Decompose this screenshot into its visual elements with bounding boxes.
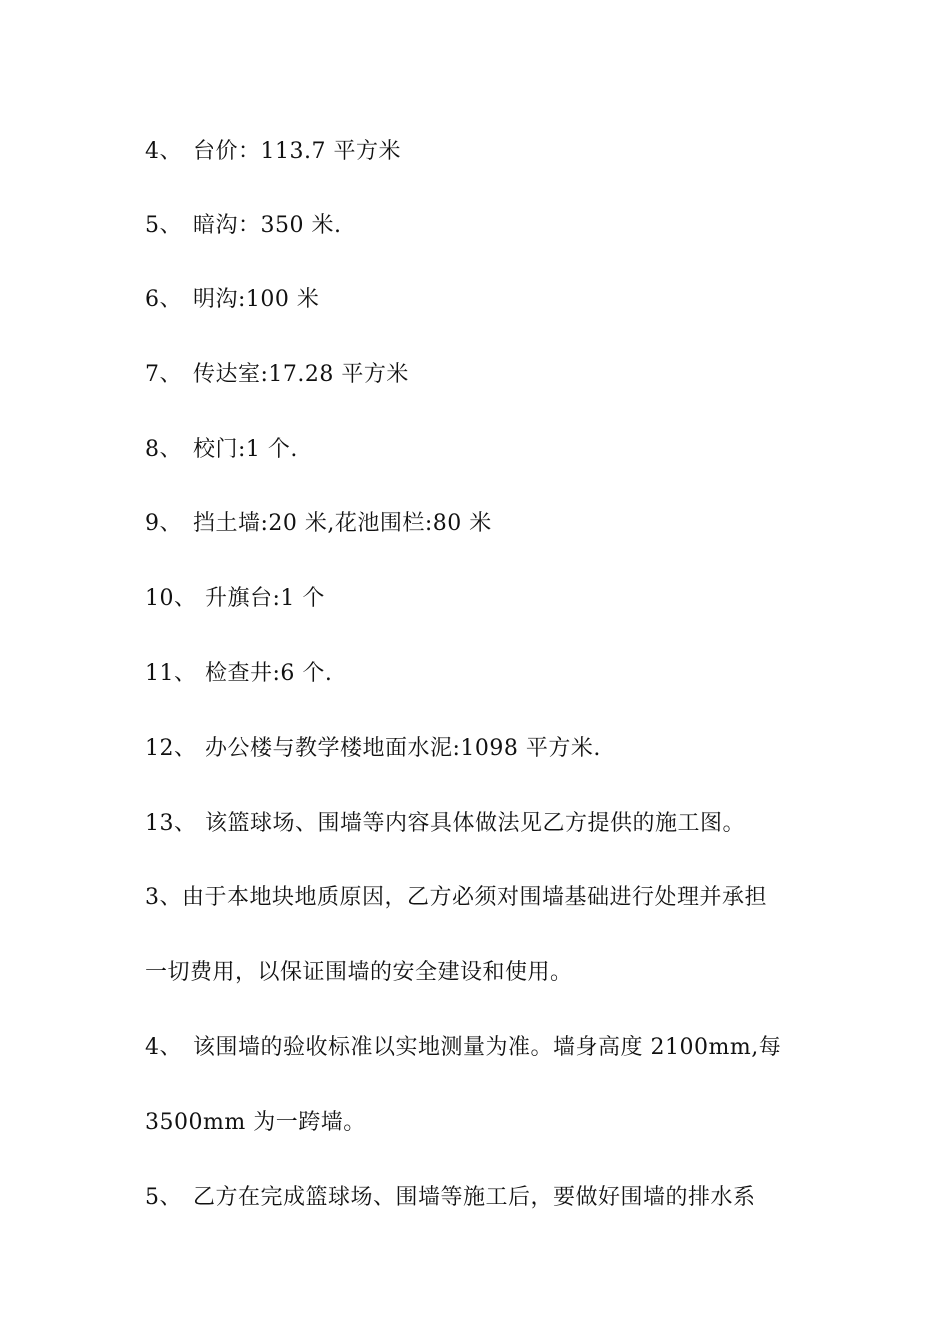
list-item [145, 285, 319, 315]
list-item [145, 211, 341, 241]
paragraph-number: 4、 [145, 1035, 182, 1060]
paragraph-line [145, 1183, 756, 1213]
item-text: 暗沟：350 米. [193, 213, 342, 238]
list-item [145, 659, 332, 689]
item-number: 5、 [145, 213, 182, 238]
list-item [145, 809, 745, 839]
item-number: 8、 [145, 437, 182, 462]
list-item [145, 509, 492, 539]
paragraph-text: 一切费用，以保证围墙的安全建设和使用。 [145, 960, 573, 985]
list-item [145, 734, 601, 764]
paragraph-line [145, 1033, 781, 1063]
list-item [145, 435, 298, 465]
list-item [145, 137, 401, 167]
item-text: 传达室:17.28 平方米 [193, 362, 409, 387]
paragraph-text: 由于本地块地质原因，乙方必须对围墙基础进行处理并承担 [182, 885, 768, 910]
paragraph-line [145, 958, 573, 988]
item-number: 12、 [145, 736, 197, 761]
item-text: 台价：113.7 平方米 [193, 139, 401, 164]
item-text: 明沟:100 米 [193, 287, 320, 312]
paragraph-line [145, 1108, 366, 1138]
item-number: 7、 [145, 362, 182, 387]
list-item [145, 360, 409, 390]
item-text: 该篮球场、围墙等内容具体做法见乙方提供的施工图。 [205, 811, 746, 836]
paragraph-line [145, 883, 767, 913]
paragraph-number: 3、 [145, 885, 182, 910]
item-number: 13、 [145, 811, 197, 836]
item-number: 6、 [145, 287, 182, 312]
item-text: 办公楼与教学楼地面水泥:1098 平方米. [205, 736, 601, 761]
item-number: 11、 [145, 661, 197, 686]
item-text: 检查井:6 个. [205, 661, 333, 686]
item-text: 升旗台:1 个 [205, 586, 325, 611]
item-number: 10、 [145, 586, 197, 611]
paragraph-text: 乙方在完成篮球场、围墙等施工后，要做好围墙的排水系 [193, 1185, 756, 1210]
item-number: 9、 [145, 511, 182, 536]
item-text: 校门:1 个. [193, 437, 298, 462]
paragraph-text: 该围墙的验收标准以实地测量为准。墙身高度 2100mm,每 [193, 1035, 782, 1060]
list-item [145, 584, 325, 614]
paragraph-text: 3500mm 为一跨墙。 [145, 1110, 366, 1135]
item-text: 挡土墙:20 米,花池围栏:80 米 [193, 511, 492, 536]
paragraph-number: 5、 [145, 1185, 182, 1210]
item-number: 4、 [145, 139, 182, 164]
